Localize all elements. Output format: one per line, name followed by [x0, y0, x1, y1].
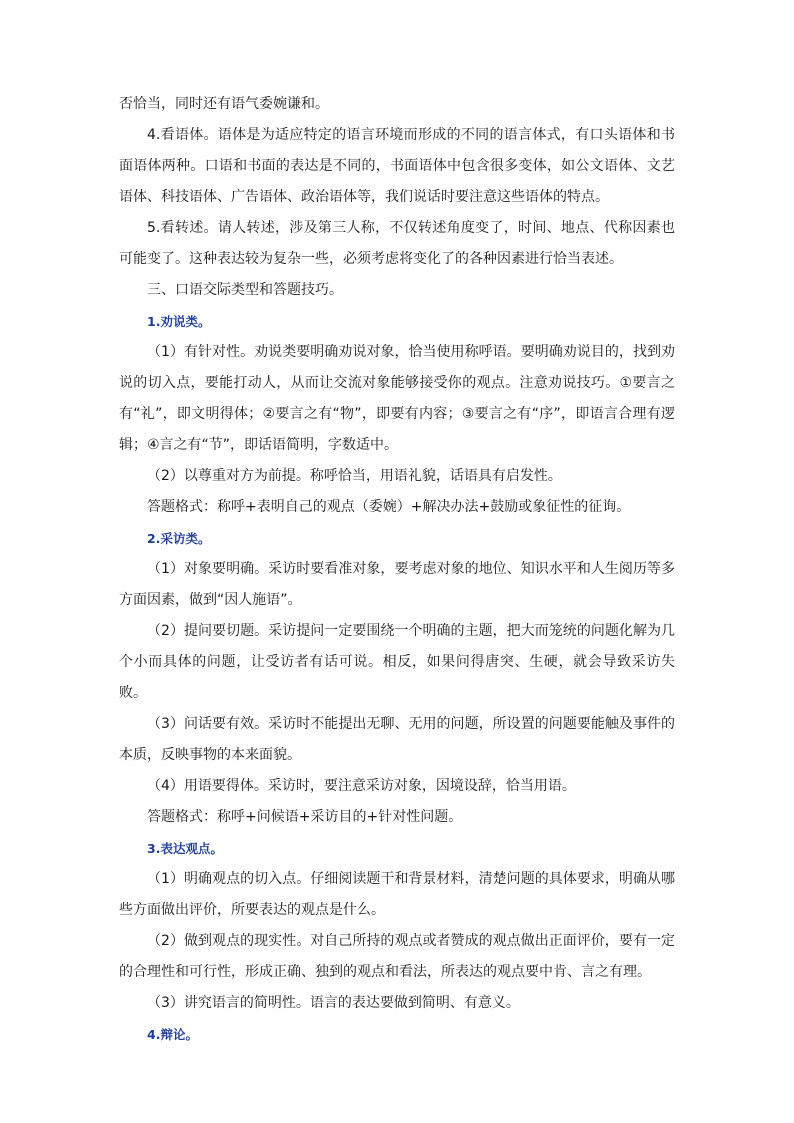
paragraph-interview-1: （1）对象要明确。采访时要看准对象，要考虑对象的地位、知识水平和人生阅历等多方面因素，做到“因人施语”。	[119, 561, 675, 608]
paragraph-interview-2: （2）提问要切题。采访提问一定要围绕一个明确的主题，把大而笼统的问题化解为几个小而具体的问题，让受访者有话可说。相反，如果问得唐突、生硬，就会导致采访失败。	[119, 623, 675, 701]
paragraph-register: 4.看语体。语体是为适应特定的语言环境而形成的不同的语言体式，有口头语体和书面语体两种。口语和书面的表达是不同的，书面语体中包含很多变体，如公文语体、文艺语体、科技语体、广告语体、政治语体等，我们说话时要注意这些语体的特点。	[119, 127, 675, 205]
paragraph-interview-4: （4）用语要得体。采访时，要注意采访对象，因境设辞，恰当用语。	[147, 778, 576, 794]
paragraph-viewpoint-2: （2）做到观点的现实性。对自己所持的观点或者赞成的观点做出正面评价，要有一定的合理性和可行性，形成正确、独到的观点和看法，所表达的观点要中肯、言之有理。	[119, 933, 675, 980]
paragraph-viewpoint-1: （1）明确观点的切入点。仔细阅读题干和背景材料，清楚问题的具体要求，明确从哪些方面做出评价，所要表达的观点是什么。	[119, 871, 675, 918]
heading-persuasion: 1.劝说类。	[147, 314, 211, 329]
paragraph-continuation: 否恰当，同时还有语气委婉谦和。	[119, 96, 329, 112]
paragraph-viewpoint-3: （3）讲究语言的简明性。语言的表达要做到简明、有意义。	[147, 995, 520, 1011]
heading-debate: 4.辩论。	[147, 1027, 198, 1042]
document-body	[119, 89, 675, 1050]
paragraph-persuasion-2: （2）以尊重对方为前提。称呼恰当，用语礼貌，话语具有启发性。	[147, 468, 562, 484]
paragraph-interview-3: （3）问话要有效。采访时不能提出无聊、无用的问题，所设置的问题要能触及事件的本质，反映事物的本来面貌。	[119, 716, 675, 763]
heading-interview: 2.采访类。	[147, 531, 211, 546]
heading-viewpoint: 3.表达观点。	[147, 841, 223, 856]
answer-format-persuasion: 答题格式：称呼+表明自己的观点（委婉）+解决办法+鼓励或象征性的征询。	[147, 499, 631, 515]
paragraph-reported-speech: 5.看转述。请人转述，涉及第三人称，不仅转述角度变了，时间、地点、代称因素也可能变了。这种表达较为复杂一些，必须考虑将变化了的各种因素进行恰当表述。	[119, 220, 675, 267]
answer-format-interview: 答题格式：称呼+问候语+采访目的+针对性问题。	[147, 809, 463, 825]
section-heading-types: 三、口语交际类型和答题技巧。	[147, 282, 343, 298]
paragraph-persuasion-1: （1）有针对性。劝说类要明确劝说对象，恰当使用称呼语。要明确劝说目的，找到劝说的切入点，要能打动人，从而让交流对象能够接受你的观点。注意劝说技巧。①要言之有“礼”，即文明得体；②要言之有“物”，即要有内容；③要言之有“序”，即语言合理有逻辑；④言之有“节”，即话语简明，字数适中。	[119, 344, 675, 453]
